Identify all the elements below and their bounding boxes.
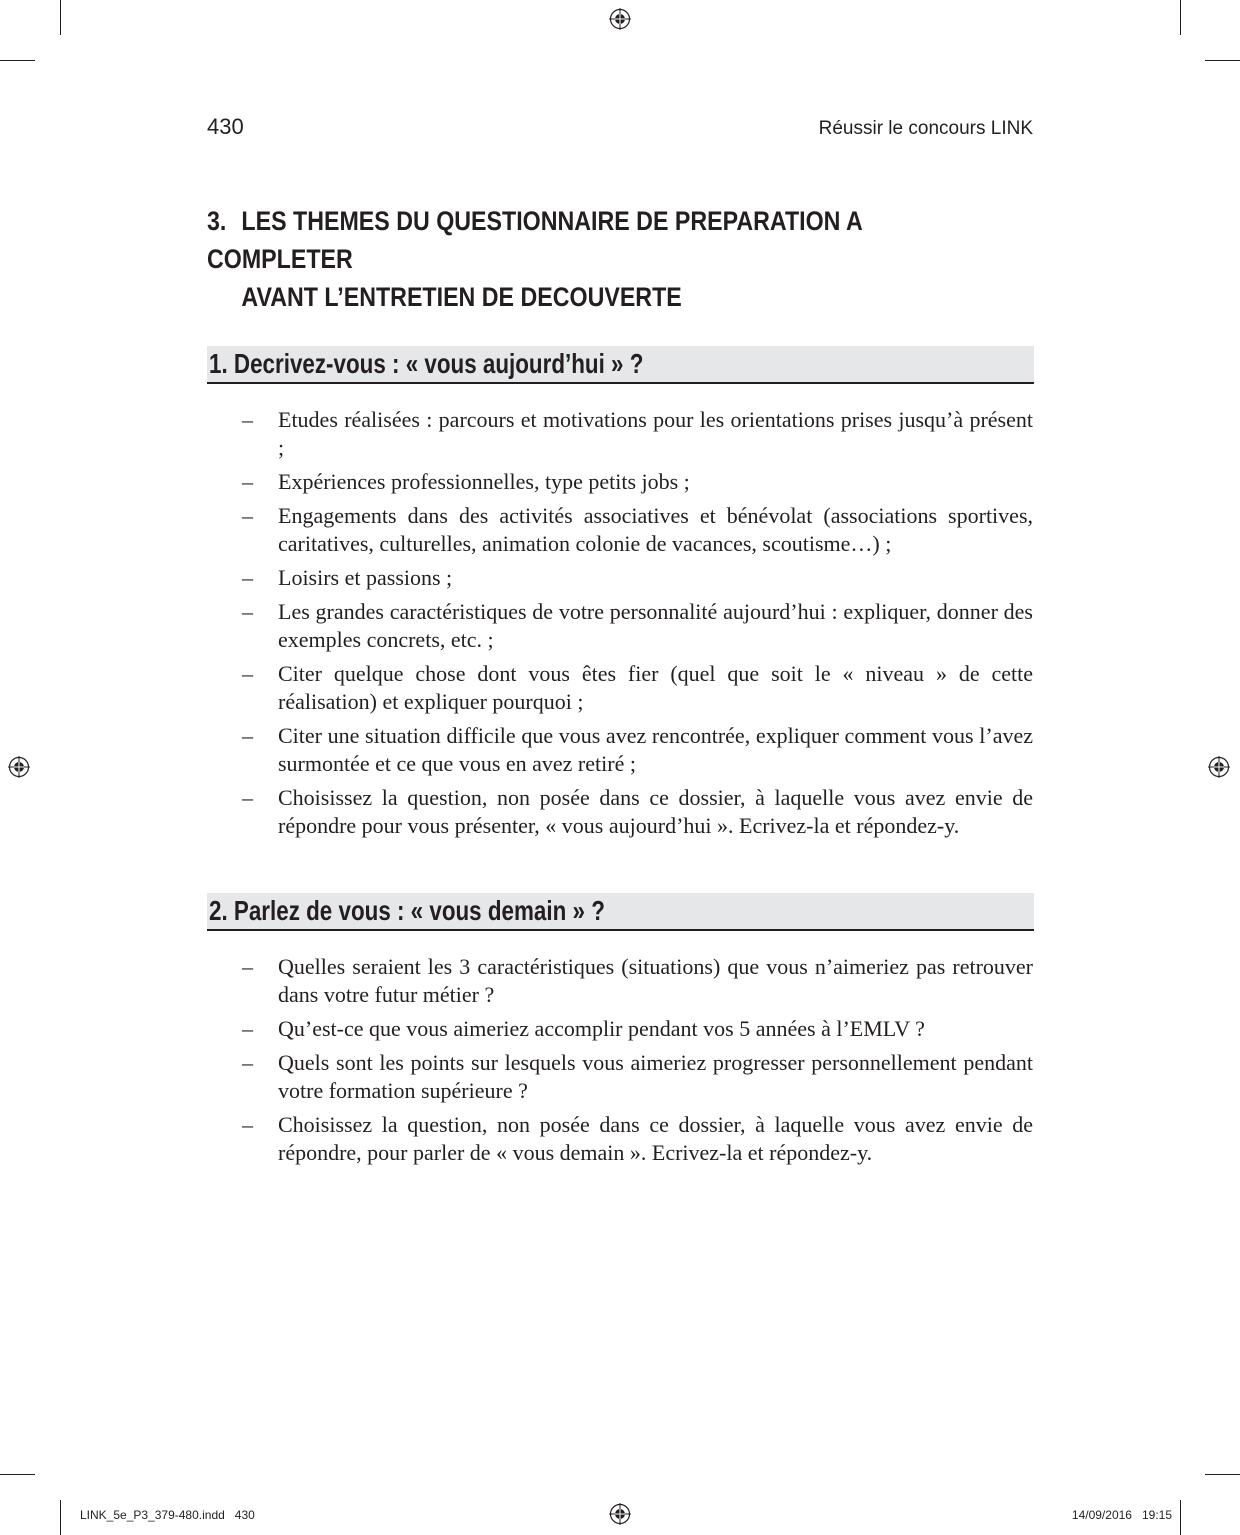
list-item-text: Les grandes caractéristiques de votre personnalité aujourd’hui : expliquer, donner des exemples concrets, etc. ; [278,599,1033,652]
list-item-text: Citer quelque chose dont vous êtes fier (quel que soit le « niveau » de cette réalisation) et expliquer pourquoi ; [278,661,1033,714]
list-dash: – [242,661,253,686]
section-2-list [0,953,1240,1167]
footer-date-slug: 14/09/2016 19:15 [1071,1508,1172,1522]
crop-mark-bottom-left [60,1500,61,1535]
list-item [0,722,1240,778]
list-item-text: Etudes réalisées : parcours et motivations pour les orientations prises jusqu’à présent ; [278,407,1033,460]
section-heading-1 [207,346,1034,384]
list-item [0,598,1240,654]
registration-mark-icon-bottom [609,1503,631,1525]
list-item-text: Qu’est-ce que vous aimeriez accomplir pendant vos 5 années à l’EMLV ? [278,1016,925,1041]
crop-mark-right-top [1205,60,1240,61]
list-dash: – [242,599,253,624]
list-item [0,406,1240,462]
running-title: Réussir le concours LINK [818,118,1033,139]
list-item [0,660,1240,716]
crop-mark-top-left [60,0,61,35]
chapter-title-line-2: AVANT L’ENTRETIEN DE DECOUVERTE [241,282,682,312]
crop-mark-top-right [1180,0,1181,35]
page-number: 430 [207,114,244,139]
section-heading-2-text: 2. Parlez de vous : « vous demain » ? [209,895,605,926]
section-heading-1-text: 1. Decrivez-vous : « vous aujourd’hui » ? [209,348,644,379]
section-1-list [0,406,1240,840]
list-dash: – [242,785,253,810]
list-dash: – [242,723,253,748]
list-item [0,564,1240,592]
list-item-text: Choisissez la question, non posée dans ce dossier, à laquelle vous avez envie de répondre, pour parler de « vous demain ». Ecrivez-la et répondez-y. [278,1112,1033,1165]
footer-file-slug: LINK_5e_P3_379-480.indd 430 [80,1508,255,1522]
list-item [0,1015,1240,1043]
list-item-text: Choisissez la question, non posée dans ce dossier, à laquelle vous avez envie de répondre pour vous présenter, « vous aujourd’hui ». Ecrivez-la et répondez-y. [278,785,1033,838]
chapter-title [207,202,929,316]
list-dash: – [242,503,253,528]
list-item-text: Quelles seraient les 3 caractéristiques (situations) que vous n’aimeriez pas retrouver dans votre futur métier ? [278,954,1033,1007]
list-dash: – [242,469,253,494]
chapter-title-text-1: LES THEMES DU QUESTIONNAIRE DE PREPARATION A COMPLETER [207,206,862,274]
chapter-title-line-1 [207,202,929,278]
list-dash: – [242,1112,253,1137]
list-dash: – [242,1016,253,1041]
list-item-text: Loisirs et passions ; [278,565,453,590]
crop-mark-left-top [0,60,35,61]
crop-mark-right-bottom [1205,1474,1240,1475]
list-dash: – [242,954,253,979]
list-item [0,502,1240,558]
list-item [0,468,1240,496]
list-item [0,1111,1240,1167]
section-heading-2 [207,893,1034,931]
list-item [0,784,1240,840]
list-item [0,1049,1240,1105]
list-item-text: Citer une situation difficile que vous avez rencontrée, expliquer comment vous l’avez surmontée et ce que vous en avez retiré ; [278,723,1033,776]
chapter-number: 3. [207,206,227,236]
list-item [0,953,1240,1009]
list-item-text: Engagements dans des activités associatives et bénévolat (associations sportives, caritatives, culturelles, animation colonie de vacances, scoutisme…) ; [278,503,1033,556]
crop-mark-bottom-right [1180,1500,1181,1535]
list-dash: – [242,1050,253,1075]
crop-mark-left-bottom [0,1474,35,1475]
list-dash: – [242,407,253,432]
list-item-text: Expériences professionnelles, type petits jobs ; [278,469,690,494]
list-dash: – [242,565,253,590]
registration-mark-icon-top [609,8,631,30]
list-item-text: Quels sont les points sur lesquels vous aimeriez progresser personnellement pendant votre formation supérieure ? [278,1050,1033,1103]
